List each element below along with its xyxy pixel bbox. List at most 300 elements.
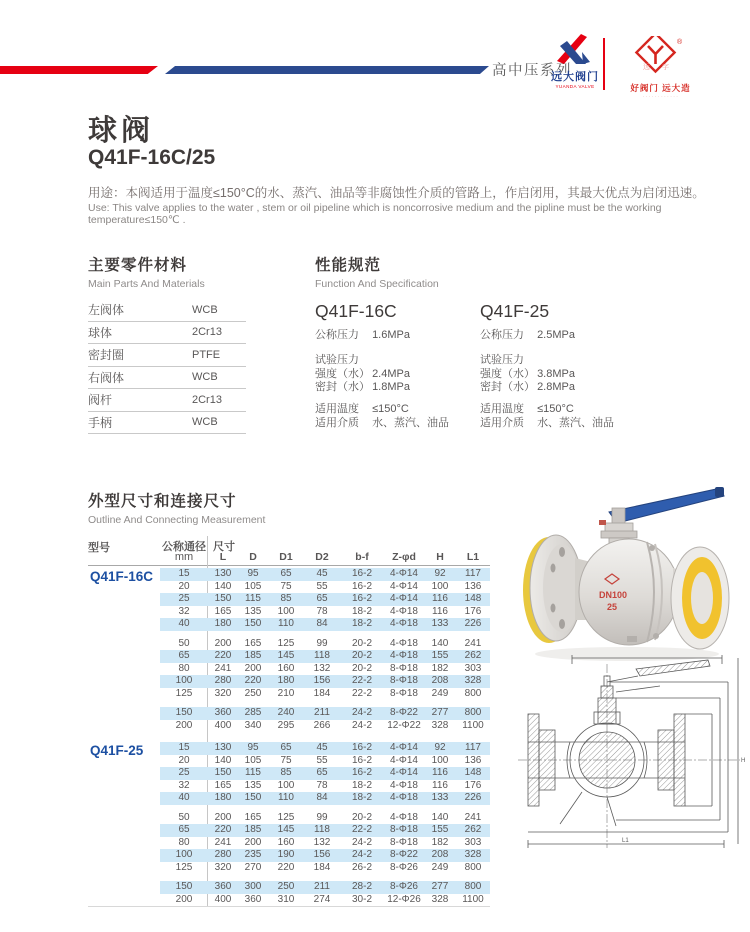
dim-size-header: L1: [466, 551, 480, 563]
dim-cell-D2: 55: [316, 580, 328, 592]
dim-cell-L: 320: [214, 687, 232, 699]
dim-cell-Z-φd: 8-Φ22: [390, 849, 418, 860]
dim-cell-L: 140: [214, 754, 232, 766]
dim-cell-D2: 45: [316, 742, 328, 753]
dim-cell-b-f: 24-2: [351, 849, 372, 860]
dim-cell-dn: 100: [175, 849, 193, 860]
dim-cell-H: 182: [431, 836, 449, 848]
material-value: PTFE: [192, 348, 221, 361]
dim-cell-b-f: 16-2: [351, 754, 372, 766]
dim-size-header: b-f: [355, 551, 369, 563]
dim-cell-L1: 226: [464, 792, 482, 803]
dim-cell-H: 277: [431, 881, 449, 892]
dim-cell-H: 249: [431, 861, 449, 873]
usage-en: Use: This valve applies to the water , stem or oil pipeline which is noncorrosive medium and the pipline must be the working temperature≤150℃ .: [88, 202, 662, 226]
valve-marking-dn: DN100: [599, 590, 628, 600]
drain-plug: [627, 636, 637, 642]
dim-cell-L1: 117: [465, 742, 481, 753]
dim-cell-L1: 226: [464, 618, 482, 629]
dim-cell-Z-φd: 4-Φ14: [390, 568, 418, 579]
dim-cell-dn: 100: [175, 675, 193, 686]
dim-cell-D: 270: [244, 861, 262, 873]
dim-cell-L1: 1100: [462, 719, 484, 731]
dim-col-model: 型号: [88, 542, 110, 554]
spec-strength: 强度（水） 2.4MPa: [315, 368, 410, 380]
dim-row: [160, 663, 490, 676]
dim-cell-D2: 65: [316, 767, 328, 778]
dim-cell-D: 340: [244, 719, 262, 731]
header-red-bar: [0, 66, 158, 74]
dim-cell-L: 165: [214, 779, 232, 791]
dim-cell-D1: 75: [280, 580, 292, 592]
spec-block-q41f-16c: [315, 301, 480, 431]
material-part: 手柄: [88, 415, 113, 430]
dim-cell-Z-φd: 4-Φ14: [390, 742, 418, 753]
dim-cell-H: 140: [431, 811, 449, 823]
dim-cell-b-f: 18-2: [351, 605, 372, 617]
dim-bottom-rule: [88, 906, 490, 907]
dim-cell-D: 200: [244, 836, 262, 848]
dim-cell-D2: 65: [316, 593, 328, 604]
dim-cell-D2: 78: [316, 779, 328, 791]
dim-cell-D: 200: [244, 662, 262, 674]
dim-cell-L1: 328: [464, 849, 482, 860]
dim-cell-Z-φd: 4-Φ18: [390, 792, 418, 803]
dim-cell-L: 200: [214, 811, 232, 823]
dim-cell-L: 130: [214, 568, 232, 579]
spec-nominal-pressure: 公称压力 2.5MPa: [480, 329, 575, 341]
dim-cell-D1: 100: [277, 779, 295, 791]
materials-section-header: [88, 253, 205, 290]
dim-cell-dn: 32: [178, 605, 190, 617]
diamond-trademark-icon: [629, 36, 693, 80]
brand-slogan-sub: · · · · · · · · · · · ·: [642, 94, 679, 99]
dim-cell-b-f: 20-2: [351, 637, 372, 649]
dim-cell-Z-φd: 4-Φ18: [390, 650, 418, 661]
dim-cell-L1: 241: [464, 637, 482, 649]
dim-cell-b-f: 16-2: [351, 568, 372, 579]
dim-cell-L: 360: [214, 707, 232, 718]
dim-cell-D1: 190: [277, 849, 295, 860]
dim-cell-D: 185: [244, 824, 262, 835]
dim-row: [160, 812, 490, 825]
dim-cell-H: 328: [431, 719, 449, 731]
dim-cell-b-f: 30-2: [351, 893, 372, 905]
dim-row: [160, 606, 490, 619]
dim-row: [160, 824, 490, 837]
spec-model-name: Q41F-16C: [315, 301, 397, 321]
dim-cell-dn: 65: [178, 650, 190, 661]
dim-row: [160, 568, 490, 581]
brand-name-cn: 远大阀门: [551, 71, 599, 83]
dim-cell-L1: 800: [464, 687, 482, 699]
material-part: 球体: [88, 325, 113, 340]
spec-title-en: Function And Specification: [315, 278, 439, 290]
dim-cell-b-f: 22-2: [351, 824, 372, 835]
dim-cell-dn: 50: [178, 811, 190, 823]
dim-cell-D: 165: [244, 637, 262, 649]
dim-cell-D1: 145: [277, 650, 295, 661]
dim-cell-D2: 266: [313, 719, 331, 731]
dim-cell-D1: 180: [277, 675, 295, 686]
ball-valve-drawing: [512, 652, 746, 852]
svg-text:远: 远: [642, 64, 650, 71]
dim-cell-Z-φd: 4-Φ18: [390, 779, 418, 791]
svg-text:字: 字: [661, 64, 669, 71]
dim-cell-Z-φd: 4-Φ18: [390, 811, 418, 823]
dim-cell-H: 208: [431, 849, 449, 860]
spec-temp: 适用温度 ≤150°C: [480, 403, 574, 415]
dim-cell-D2: 118: [314, 824, 330, 835]
dim-cell-dn: 20: [178, 754, 190, 766]
dim-row: [160, 894, 490, 907]
dim-cell-D1: 310: [277, 893, 295, 905]
dim-cell-L1: 148: [464, 767, 482, 778]
dim-cell-Z-φd: 4-Φ18: [390, 637, 418, 649]
dim-cell-H: 92: [434, 568, 446, 579]
dim-cell-D: 360: [244, 893, 262, 905]
dim-cell-H: 92: [434, 742, 446, 753]
dim-cell-b-f: 20-2: [351, 650, 372, 661]
dim-cell-D1: 65: [280, 742, 292, 753]
dim-cell-L: 165: [214, 605, 232, 617]
dim-cell-Z-φd: 8-Φ26: [390, 881, 418, 892]
dim-cell-D1: 160: [277, 662, 295, 674]
brand-logo-yuanda: [548, 34, 602, 96]
dim-cell-dn: 15: [178, 742, 190, 753]
dim-cell-b-f: 20-2: [351, 662, 372, 674]
dim-cell-D: 300: [244, 881, 262, 892]
dim-cell-D1: 240: [277, 707, 295, 718]
dim-cell-dn: 200: [175, 719, 193, 731]
dim-cell-L: 180: [214, 618, 232, 629]
dim-size-header: Z-φd: [392, 551, 416, 563]
dim-cell-D2: 99: [316, 637, 328, 649]
dim-cell-Z-φd: 8-Φ18: [390, 675, 418, 686]
dim-cell-D1: 65: [280, 568, 292, 579]
material-row: [88, 322, 246, 345]
dim-cell-D: 95: [247, 568, 259, 579]
dim-cell-b-f: 22-2: [351, 675, 372, 686]
dim-cell-dn: 15: [178, 568, 190, 579]
dim-size-header: D: [249, 551, 257, 563]
dim-cell-H: 116: [432, 605, 448, 617]
dim-group-model: Q41F-25: [90, 743, 144, 758]
spec-medium: 适用介质 水、蒸汽、油品: [480, 417, 615, 429]
dim-col-dn-unit: mm: [174, 551, 194, 563]
page-model: Q41F-16C/25: [88, 146, 216, 169]
dim-cell-Z-φd: 4-Φ14: [390, 767, 418, 778]
dim-cell-L: 280: [214, 849, 232, 860]
dim-cell-b-f: 18-2: [351, 792, 372, 803]
dim-cell-b-f: 26-2: [351, 861, 372, 873]
dim-cell-b-f: 16-2: [351, 742, 372, 753]
dim-row: [160, 767, 490, 780]
dim-row: [160, 707, 490, 720]
dim-cell-D2: 118: [314, 650, 330, 661]
yuanda-logo-icon: [554, 34, 596, 68]
material-value: WCB: [192, 371, 218, 384]
dim-cell-L: 360: [214, 881, 232, 892]
dim-cell-D1: 145: [277, 824, 295, 835]
spec-strength: 强度（水） 3.8MPa: [480, 368, 575, 380]
dim-cell-L1: 262: [464, 824, 482, 835]
drawing-dim-l1: L1: [622, 838, 629, 844]
dim-cell-dn: 25: [178, 767, 190, 778]
dim-cell-D2: 184: [313, 861, 331, 873]
dim-cell-Z-φd: 8-Φ18: [390, 687, 418, 699]
material-row: [88, 389, 246, 412]
dim-cell-dn: 150: [175, 881, 193, 892]
dim-cell-L: 130: [214, 742, 232, 753]
header-divider: [603, 38, 605, 90]
dim-cell-b-f: 20-2: [351, 811, 372, 823]
dimensions-section-header: [88, 489, 265, 526]
material-row: [88, 344, 246, 367]
dim-cell-Z-φd: 12-Φ22: [387, 719, 421, 731]
dim-cell-L1: 241: [464, 811, 482, 823]
dim-cell-H: 133: [431, 792, 449, 803]
dim-cell-L: 400: [214, 719, 232, 731]
dim-cell-D2: 274: [313, 893, 331, 905]
dimensions-title-en: Outline And Connecting Measurement: [88, 514, 266, 526]
dim-cell-D: 105: [244, 580, 262, 592]
dim-cell-D2: 156: [313, 675, 331, 686]
dim-cell-H: 155: [431, 650, 449, 661]
material-value: 2Cr13: [192, 393, 222, 406]
dim-cell-b-f: 18-2: [351, 618, 372, 629]
dim-row: [160, 675, 490, 688]
dim-cell-H: 133: [431, 618, 449, 629]
dim-cell-L: 220: [214, 824, 232, 835]
dim-cell-D1: 220: [277, 861, 295, 873]
dim-cell-D: 105: [244, 754, 262, 766]
dim-cell-dn: 125: [175, 687, 193, 699]
dim-row: [160, 837, 490, 850]
dim-cell-dn: 80: [178, 662, 190, 674]
material-value: WCB: [192, 416, 218, 429]
spec-seal: 密封（水） 2.8MPa: [480, 381, 575, 393]
valve-handle: [609, 488, 724, 523]
dim-cell-D: 250: [244, 687, 262, 699]
material-value: WCB: [192, 303, 218, 316]
dim-cell-dn: 40: [178, 792, 190, 803]
spec-seal: 密封（水） 1.8MPa: [315, 381, 410, 393]
dim-cell-Z-φd: 4-Φ14: [390, 754, 418, 766]
dim-cell-D1: 85: [280, 767, 292, 778]
material-row: [88, 299, 246, 322]
ball-valve-photo: [515, 468, 747, 664]
dim-cell-Z-φd: 8-Φ18: [390, 836, 418, 848]
dim-cell-D2: 78: [316, 605, 328, 617]
dim-cell-D: 220: [244, 675, 262, 686]
dim-cell-Z-φd: 4-Φ18: [390, 618, 418, 629]
dim-cell-D: 135: [244, 779, 262, 791]
dim-group-model: Q41F-16C: [90, 569, 154, 584]
dim-cell-D2: 211: [314, 707, 330, 718]
dim-row: [160, 593, 490, 606]
dim-cell-Z-φd: 4-Φ14: [390, 580, 418, 592]
dim-cell-D: 185: [244, 650, 262, 661]
dimensions-title-cn: 外型尺寸和连接尺寸: [88, 493, 237, 510]
material-part: 阀杆: [88, 393, 113, 408]
dim-cell-L1: 148: [464, 593, 482, 604]
dim-cell-L1: 136: [464, 754, 482, 766]
dim-cell-D2: 99: [316, 811, 328, 823]
dim-cell-dn: 150: [175, 707, 193, 718]
registered-mark: ®: [676, 39, 682, 46]
material-row: [88, 412, 246, 435]
dim-cell-H: 100: [431, 754, 449, 766]
dim-cell-dn: 50: [178, 637, 190, 649]
spec-test-pressure-label: 试验压力: [315, 354, 359, 366]
dim-cell-b-f: 18-2: [351, 779, 372, 791]
dim-cell-Z-φd: 4-Φ18: [390, 605, 418, 617]
spec-medium: 适用介质 水、蒸汽、油品: [315, 417, 450, 429]
dim-cell-D1: 110: [278, 618, 294, 629]
spec-title-cn: 性能规范: [315, 257, 382, 274]
dim-cell-L1: 262: [464, 650, 482, 661]
dim-row: [160, 650, 490, 663]
dim-col-size: 尺寸: [213, 541, 235, 553]
dim-cell-D: 285: [244, 707, 262, 718]
dim-cell-L: 400: [214, 893, 232, 905]
dim-cell-L1: 117: [465, 568, 481, 579]
dim-cell-L1: 1100: [462, 893, 484, 905]
brand-slogan: 好阀门 远大造: [630, 83, 691, 93]
dim-cell-D1: 75: [280, 754, 292, 766]
spec-test-pressure-label: 试验压力: [480, 354, 524, 366]
material-value: 2Cr13: [192, 326, 222, 339]
dim-cell-H: 277: [431, 707, 449, 718]
dim-cell-D1: 100: [277, 605, 295, 617]
dim-cell-Z-φd: 8-Φ18: [390, 824, 418, 835]
dim-cell-D1: 125: [277, 637, 295, 649]
dim-cell-dn: 20: [178, 580, 190, 592]
dim-cell-D2: 45: [316, 568, 328, 579]
dim-cell-dn: 125: [175, 861, 193, 873]
material-part: 右阀体: [88, 370, 125, 385]
dim-cell-H: 208: [431, 675, 449, 686]
spec-nominal-pressure: 公称压力 1.6MPa: [315, 329, 410, 341]
dim-cell-b-f: 16-2: [351, 593, 372, 604]
dim-cell-L1: 136: [464, 580, 482, 592]
dim-cell-H: 328: [431, 893, 449, 905]
series-label: 高中压系列: [492, 63, 572, 79]
dim-cell-D2: 184: [313, 687, 331, 699]
dim-cell-Z-φd: 4-Φ14: [390, 593, 418, 604]
spec-block-q41f-25: [480, 301, 645, 431]
dim-cell-H: 155: [431, 824, 449, 835]
materials-title-cn: 主要零件材料: [88, 257, 188, 274]
dim-cell-H: 182: [431, 662, 449, 674]
dim-cell-H: 116: [432, 593, 448, 604]
dim-cell-Z-φd: 8-Φ18: [390, 662, 418, 674]
dim-cell-L1: 303: [464, 662, 482, 674]
dim-row: [160, 638, 490, 651]
dim-cell-D1: 160: [277, 836, 295, 848]
dim-cell-Z-φd: 12-Φ26: [387, 893, 421, 905]
dim-cell-H: 249: [431, 687, 449, 699]
dim-cell-L: 241: [214, 662, 232, 674]
dim-cell-H: 100: [431, 580, 449, 592]
dim-cell-L1: 176: [464, 605, 482, 617]
usage-cn: 用途：本阀适用于温度≤150°C的水、蒸汽、油品等非腐蚀性介质的管路上，作启闭用，其最大优点为启闭迅速。: [88, 186, 705, 200]
brand-name-en: YUANDA VALVE: [555, 84, 595, 89]
left-flange: [523, 535, 582, 643]
dim-row: [160, 862, 490, 875]
materials-title-en: Main Parts And Materials: [88, 278, 205, 290]
dim-cell-L1: 800: [464, 861, 482, 873]
dim-size-header: D1: [279, 551, 293, 563]
dim-row: [160, 618, 490, 631]
dim-cell-dn: 80: [178, 836, 190, 848]
dim-row: [160, 849, 490, 862]
dim-cell-D1: 295: [277, 719, 295, 731]
dim-cell-L1: 303: [464, 836, 482, 848]
drawing-dim-h: H: [741, 758, 746, 764]
dim-cell-Z-φd: 8-Φ22: [390, 707, 418, 718]
dim-cell-H: 116: [432, 767, 448, 778]
dim-cell-D2: 84: [316, 792, 328, 803]
dim-cell-b-f: 28-2: [351, 881, 372, 892]
dim-cell-b-f: 24-2: [351, 707, 372, 718]
dim-cell-D2: 211: [314, 881, 330, 892]
dim-cell-L: 150: [214, 593, 232, 604]
material-part: 左阀体: [88, 303, 125, 318]
valve-marking-pn: 25: [607, 602, 618, 612]
dim-cell-L: 320: [214, 861, 232, 873]
valve-body: [579, 539, 679, 645]
dim-cell-D2: 156: [313, 849, 331, 860]
dim-size-header: H: [436, 551, 444, 563]
header-blue-bar: [165, 66, 489, 74]
dim-row: [160, 581, 490, 594]
dim-cell-L1: 800: [464, 707, 482, 718]
dim-row: [160, 742, 490, 755]
dim-cell-b-f: 22-2: [351, 687, 372, 699]
spec-model-name: Q41F-25: [480, 301, 550, 321]
dim-cell-D1: 110: [278, 792, 294, 803]
dim-row: [160, 780, 490, 793]
dim-cell-dn: 25: [178, 593, 190, 604]
dim-row: [160, 720, 490, 733]
dim-cell-D: 235: [244, 849, 262, 860]
dim-col-dn: 公称通径: [162, 541, 206, 553]
dim-cell-D2: 84: [316, 618, 328, 629]
dim-cell-dn: 65: [178, 824, 190, 835]
dim-cell-b-f: 24-2: [351, 836, 372, 848]
dim-cell-D2: 55: [316, 754, 328, 766]
dim-size-header-row: [160, 551, 490, 563]
dim-row: [160, 755, 490, 768]
dim-cell-D: 150: [244, 792, 262, 803]
dim-cell-dn: 40: [178, 618, 190, 629]
dim-cell-D2: 132: [313, 836, 331, 848]
dim-cell-L: 241: [214, 836, 232, 848]
dim-size-header: L: [219, 551, 227, 563]
dim-cell-dn: 32: [178, 779, 190, 791]
dim-cell-D: 135: [244, 605, 262, 617]
dim-cell-L1: 176: [464, 779, 482, 791]
dim-cell-D: 165: [244, 811, 262, 823]
spec-section-header: [315, 253, 439, 290]
right-flange: [671, 547, 729, 649]
dim-cell-D2: 132: [313, 662, 331, 674]
dim-cell-D1: 250: [277, 881, 295, 892]
dim-cell-L: 150: [214, 767, 232, 778]
dim-cell-D1: 125: [277, 811, 295, 823]
